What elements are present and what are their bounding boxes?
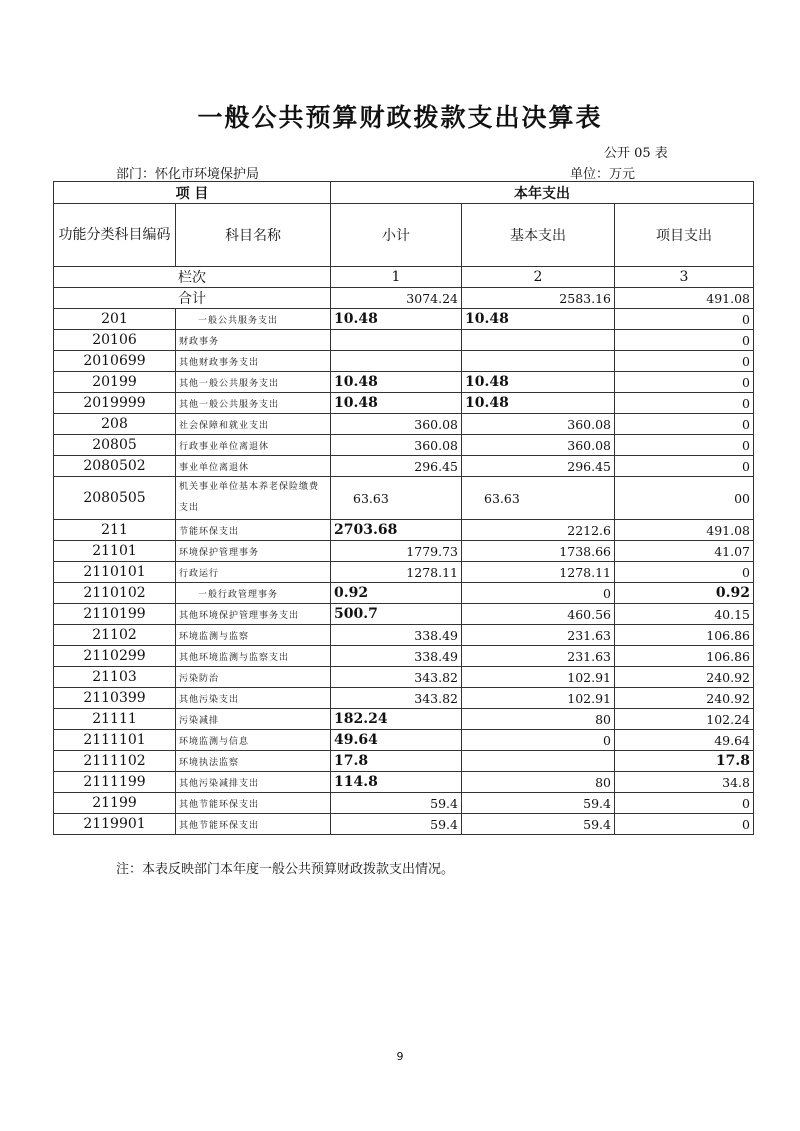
row-name: 其他环境监测与监察支出: [176, 646, 331, 667]
row-code: 21199: [54, 793, 176, 814]
row-name: 污染防治: [176, 667, 331, 688]
row-basic: 59.4: [462, 814, 615, 835]
row-subtotal: 2703.68: [331, 520, 462, 541]
total-label: 合计: [54, 288, 331, 309]
row-project: 0: [615, 814, 754, 835]
row-basic: 231.63: [462, 646, 615, 667]
row-basic: 10.48: [462, 372, 615, 393]
table-row: [54, 751, 754, 772]
row-name: 环境监测与监察: [176, 625, 331, 646]
row-project: 0: [615, 351, 754, 372]
row-subtotal: 1779.73: [331, 541, 462, 562]
row-basic: 1278.11: [462, 562, 615, 583]
row-subtotal: 338.49: [331, 625, 462, 646]
row-subtotal: [331, 351, 462, 372]
row-name: 行政事业单位离退休: [176, 435, 331, 456]
row-basic: 10.48: [462, 309, 615, 330]
table-row: [54, 688, 754, 709]
row-code: 211: [54, 520, 176, 541]
row-subtotal: 1278.11: [331, 562, 462, 583]
row-subtotal: 296.45: [331, 456, 462, 477]
unit-label: 单位：万元: [570, 167, 636, 182]
col-no-1: 1: [331, 267, 462, 288]
row-subtotal: 59.4: [331, 814, 462, 835]
row-code: 2111101: [54, 730, 176, 751]
row-basic: 59.4: [462, 793, 615, 814]
row-project: 0: [615, 372, 754, 393]
row-code: 20805: [54, 435, 176, 456]
row-code: 2110299: [54, 646, 176, 667]
row-name: 事业单位离退休: [176, 456, 331, 477]
row-basic: 360.08: [462, 435, 615, 456]
row-project: 40.15: [615, 604, 754, 625]
table-row: [54, 772, 754, 793]
table-row: [54, 730, 754, 751]
row-basic: 360.08: [462, 414, 615, 435]
table-row: [54, 520, 754, 541]
row-basic: 10.48: [462, 393, 615, 414]
total-basic: 2583.16: [462, 288, 615, 309]
row-name: 其他环境保护管理事务支出: [176, 604, 331, 625]
total-project: 491.08: [615, 288, 754, 309]
table-row: [54, 562, 754, 583]
header-name: 科目名称: [176, 204, 331, 267]
row-subtotal: 10.48: [331, 372, 462, 393]
expenditure-table: [53, 181, 754, 835]
form-number: 公开 05 表: [604, 146, 668, 161]
row-subtotal: 10.48: [331, 309, 462, 330]
row-basic: 0: [462, 583, 615, 604]
row-subtotal: 343.82: [331, 688, 462, 709]
row-code: 208: [54, 414, 176, 435]
row-subtotal: 360.08: [331, 435, 462, 456]
table-row: [54, 625, 754, 646]
row-basic: 63.63: [462, 477, 615, 520]
header-row-2: [54, 204, 754, 267]
row-subtotal: 343.82: [331, 667, 462, 688]
row-name: 财政事务: [176, 330, 331, 351]
row-name: 社会保障和就业支出: [176, 414, 331, 435]
col-no-3: 3: [615, 267, 754, 288]
row-code: 2110399: [54, 688, 176, 709]
row-basic: [462, 751, 615, 772]
table-row: [54, 393, 754, 414]
row-subtotal: 0.92: [331, 583, 462, 604]
header-subtotal: 小计: [331, 204, 462, 267]
col-no-2: 2: [462, 267, 615, 288]
table-row: [54, 435, 754, 456]
header-basic: 基本支出: [462, 204, 615, 267]
row-order-label: 栏次: [54, 267, 331, 288]
row-project: 49.64: [615, 730, 754, 751]
row-name: 机关事业单位基本养老保险缴费支出: [176, 477, 331, 520]
row-name: 一般行政管理事务: [176, 583, 331, 604]
row-basic: 102.91: [462, 667, 615, 688]
table-row: [54, 709, 754, 730]
row-code: 2110101: [54, 562, 176, 583]
row-code: 2080505: [54, 477, 176, 520]
row-project: 00: [615, 477, 754, 520]
row-name: 其他节能环保支出: [176, 793, 331, 814]
row-project: 491.08: [615, 520, 754, 541]
row-code: 21103: [54, 667, 176, 688]
row-subtotal: 63.63: [331, 477, 462, 520]
row-code: 20199: [54, 372, 176, 393]
table-row: [54, 604, 754, 625]
table-row: [54, 309, 754, 330]
row-project: 0: [615, 456, 754, 477]
header-row-column-numbers: [54, 267, 754, 288]
row-project: 34.8: [615, 772, 754, 793]
header-project-expenditure: 项目支出: [615, 204, 754, 267]
header-code: 功能分类科目编码: [54, 204, 176, 267]
row-code: 2019999: [54, 393, 176, 414]
row-name: 其他节能环保支出: [176, 814, 331, 835]
row-project: 0: [615, 309, 754, 330]
row-code: 21111: [54, 709, 176, 730]
row-code: 21101: [54, 541, 176, 562]
total-row: [54, 288, 754, 309]
page-number: 9: [396, 1050, 404, 1063]
total-subtotal: 3074.24: [331, 288, 462, 309]
row-code: 2010699: [54, 351, 176, 372]
row-code: 2119901: [54, 814, 176, 835]
row-project: 240.92: [615, 667, 754, 688]
row-subtotal: 114.8: [331, 772, 462, 793]
row-code: 201: [54, 309, 176, 330]
row-project: 0: [615, 330, 754, 351]
row-code: 2080502: [54, 456, 176, 477]
table-row: [54, 477, 754, 520]
row-code: 2111102: [54, 751, 176, 772]
table-row: [54, 541, 754, 562]
table-row: [54, 814, 754, 835]
row-name: 一般公共服务支出: [176, 309, 331, 330]
row-basic: 296.45: [462, 456, 615, 477]
row-code: 21102: [54, 625, 176, 646]
table-row: [54, 414, 754, 435]
row-basic: 1738.66: [462, 541, 615, 562]
row-name: 环境保护管理事务: [176, 541, 331, 562]
table-row: [54, 351, 754, 372]
row-project: 106.86: [615, 625, 754, 646]
row-name: 环境执法监察: [176, 751, 331, 772]
row-project: 17.8: [615, 751, 754, 772]
row-name: 其他污染减排支出: [176, 772, 331, 793]
row-project: 102.24: [615, 709, 754, 730]
row-basic: 0: [462, 730, 615, 751]
header-row-1: [54, 182, 754, 204]
row-name: 其他财政事务支出: [176, 351, 331, 372]
row-basic: 102.91: [462, 688, 615, 709]
row-name: 环境监测与信息: [176, 730, 331, 751]
table-row: [54, 330, 754, 351]
row-basic: 460.56: [462, 604, 615, 625]
row-project: 0: [615, 562, 754, 583]
row-project: 0: [615, 435, 754, 456]
table-row: [54, 667, 754, 688]
row-basic: [462, 330, 615, 351]
row-code: 2110199: [54, 604, 176, 625]
page-title: 一般公共预算财政拨款支出决算表: [197, 103, 603, 132]
row-project: 0.92: [615, 583, 754, 604]
row-basic: 2212.6: [462, 520, 615, 541]
row-basic: 80: [462, 772, 615, 793]
row-project: 41.07: [615, 541, 754, 562]
row-project: 0: [615, 793, 754, 814]
table-row: [54, 793, 754, 814]
row-subtotal: 360.08: [331, 414, 462, 435]
table-row: [54, 583, 754, 604]
table-note: 注：本表反映部门本年度一般公共预算财政拨款支出情况。: [116, 862, 455, 877]
header-project: 项 目: [54, 182, 331, 204]
table-row: [54, 456, 754, 477]
row-name: 行政运行: [176, 562, 331, 583]
row-project: 240.92: [615, 688, 754, 709]
row-subtotal: 182.24: [331, 709, 462, 730]
table-body: [54, 309, 754, 835]
table-row: [54, 372, 754, 393]
row-subtotal: 49.64: [331, 730, 462, 751]
row-subtotal: [331, 330, 462, 351]
row-name: 其他污染支出: [176, 688, 331, 709]
row-basic: 80: [462, 709, 615, 730]
row-project: 0: [615, 393, 754, 414]
row-name: 节能环保支出: [176, 520, 331, 541]
table-row: [54, 646, 754, 667]
department-label: 部门：怀化市环境保护局: [116, 167, 260, 182]
row-name: 其他一般公共服务支出: [176, 372, 331, 393]
row-subtotal: 338.49: [331, 646, 462, 667]
row-name: 污染减排: [176, 709, 331, 730]
row-subtotal: 500.7: [331, 604, 462, 625]
row-subtotal: 59.4: [331, 793, 462, 814]
row-basic: [462, 351, 615, 372]
header-current-year: 本年支出: [331, 182, 754, 204]
row-code: 2111199: [54, 772, 176, 793]
row-code: 2110102: [54, 583, 176, 604]
row-subtotal: 17.8: [331, 751, 462, 772]
row-subtotal: 10.48: [331, 393, 462, 414]
row-project: 0: [615, 414, 754, 435]
row-code: 20106: [54, 330, 176, 351]
row-project: 106.86: [615, 646, 754, 667]
row-basic: 231.63: [462, 625, 615, 646]
row-name: 其他一般公共服务支出: [176, 393, 331, 414]
